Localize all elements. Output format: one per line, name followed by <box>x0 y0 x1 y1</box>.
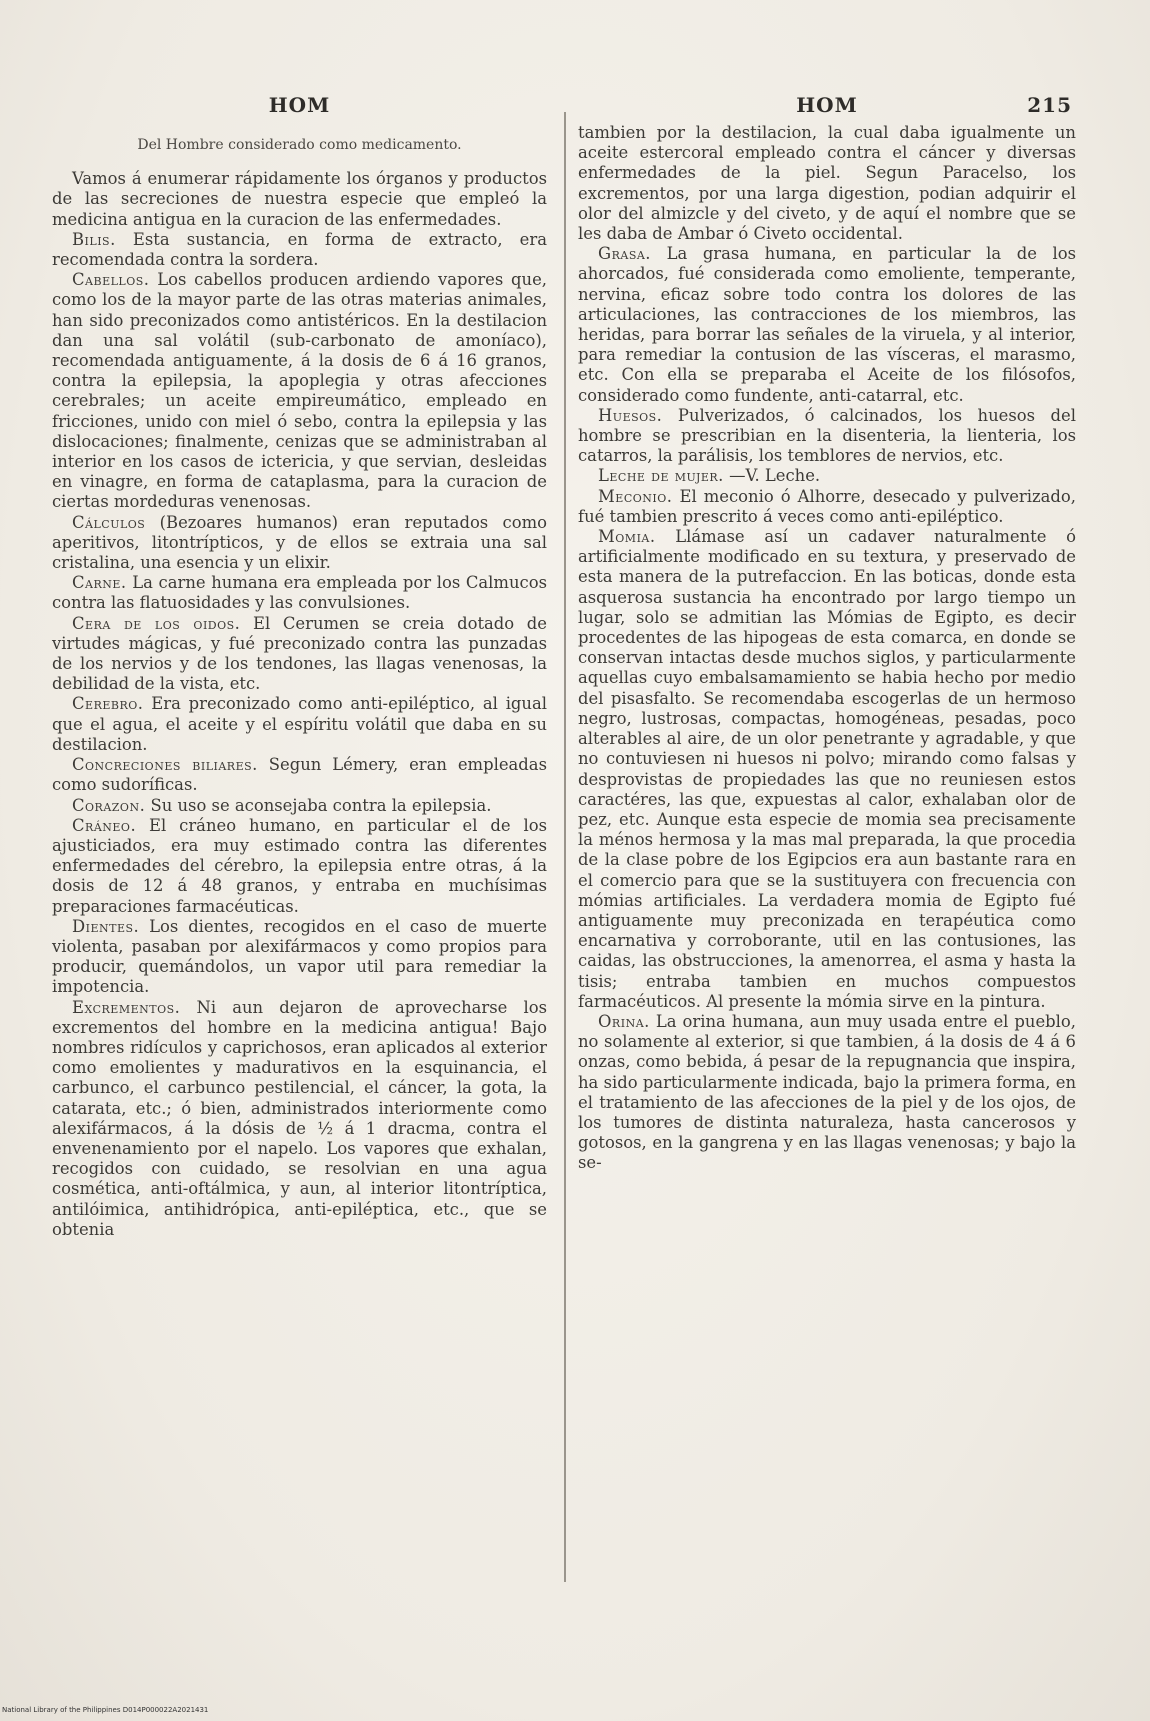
continuation-paragraph: tambien por la destilacion, la cual daba igualmente un aceite estercoral empleado contra el cáncer y diversas enfermedades de la piel. Segun Paracelso, los excrementos, por una larga digestion, podian adquirir el olor del almizcle y del civeto, y de aquí el nombre que se les daba de Ambar ó Civeto occidental. <box>578 123 1076 244</box>
library-footer: National Library of the Philippines D014P000022A2021431 <box>2 1706 209 1714</box>
entry-paragraph <box>52 917 547 998</box>
entry-term: Concreciones biliares. <box>72 755 258 775</box>
column-divider <box>564 112 566 1582</box>
entry-text: Esta sustancia, en forma de extracto, era recomendada contra la sordera. <box>52 229 547 270</box>
page-number: 215 <box>1027 93 1072 117</box>
entry-term: Leche de mujer. <box>598 466 724 486</box>
entry-paragraph <box>52 270 547 512</box>
entry-text: Llámase así un cadaver naturalmente ó artificialmente modificado en su textura, y preservado de esta manera de la putrefaccion. En las boticas, donde esta asquerosa sustancia ha encontrado por largo tiempo un lugar, solo se admitian las Mómias de Egipto, es decir procedentes de las hipogeas de esta comarca, en donde se conservan intactas desde muchos siglos, y particularmente aquellas cuyo embalsamamiento se habia hecho por medio del pisasfalto. Se recomendaba escogerlas de un hermoso negro, lustrosas, compactas, homogéneas, pesadas, poco alterables al aire, de un olor penetrante y agradable, y que no contuviesen ni huesos ni polvo; mirando como falsas y desprovistas de propiedades las que no reuniesen estos caractéres, las que, expuestas al calor, exhalaban olor de pez, etc. Aunque esta especie de momia sea precisamente la ménos hermosa y la mas mal preparada, la que procedia de la clase pobre de los Egipcios era aun bastante rara en el comercio para que se la sustituyera con frecuencia con mómias artificiales. La verdadera momia de Egipto fué antiguamente muy preconizada en terapéutica como encarnativa y corroborante, util en las contusiones, las caidas, las obstrucciones, la amenorrea, el asma y hasta la tisis; entraba tambien en muchos compuestos farmacéuticos. Al presente la mómia sirve en la pintura. <box>578 527 1076 1011</box>
entry-text: —V. Leche. <box>723 466 821 486</box>
entry-paragraph <box>52 998 547 1240</box>
entry-paragraph <box>578 487 1076 527</box>
entry-text: (Bezoares humanos) eran reputados como aperitivos, litontrípticos, y de ellos se extraia una sal cristalina, una esencia y un elixir. <box>52 512 547 573</box>
entry-text: Ni aun dejaron de aprovecharse los excrementos del hombre en la medicina antigua! Bajo nombres ridículos y caprichosos, eran aplicados al exterior como emolientes y madurativos en la esquinancia, el carbunco, el carbunco pestilencial, el cáncer, la gota, la catarata, etc.; ó bien, administrados interiormente como alexifármacos, á la dósis de ½ á 1 dracma, contra el envenenamiento por el napelo. Los vapores que exhalan, recogidos con cuidado, se resolvian en una agua cosmética, anti-oftálmica, y aun, al interior litontríptica, antilóimica, antihidrópica, anti-epiléptica, etc., que se obtenia <box>52 997 547 1239</box>
entry-text: El cráneo humano, en particular el de los ajusticiados, era muy estimado contra las diferentes enfermedades del cérebro, la epilepsia entre otras, á la dosis de 12 á 48 granos, y entraba en muchísimas preparaciones farmacéuticas. <box>52 815 547 916</box>
entry-term: Corazon. <box>72 795 146 815</box>
right-running-head <box>578 95 1076 123</box>
entry-term: Cera de los oidos. <box>72 613 241 633</box>
entry-text: El Cerumen se creia dotado de virtudes mágicas, y fué preconizado contra las punzadas de los nervios y de los tendones, las llagas venenosas, la debilidad de la vista, etc. <box>52 613 547 694</box>
entry-term: Cerebro. <box>72 694 144 714</box>
entry-paragraph <box>578 406 1076 467</box>
entry-text: El meconio ó Alhorre, desecado y pulverizado, fué tambien prescrito á veces como anti-epiléptico. <box>578 486 1076 526</box>
entry-text: Era preconizado como anti-epiléptico, al igual que el agua, el aceite y el espíritu volátil que daba en su destilacion. <box>52 694 547 754</box>
entry-text: Los cabellos producen ardiendo vapores que, como los de la mayor parte de las otras materias animales, han sido preconizados como antistéricos. En la destilacion dan una sal volátil (sub-carbonato de amoníaco), recomendada antiguamente, á la dosis de 6 á 16 granos, contra la epilepsia, la apoplegia y otras afecciones cerebrales; un aceite empireumático, empleado en fricciones, unido con miel ó sebo, contra la epilepsia y las dislocaciones; finalmente, cenizas que se administraban al interior en los casos de ictericia, y que servian, desleidas en vinagre, en forma de cataplasma, para la curacion de ciertas mordeduras venenosas. <box>52 270 547 512</box>
entry-term: Carne. <box>72 573 127 593</box>
entry-paragraph <box>578 466 1076 486</box>
entry-paragraph <box>52 230 547 270</box>
entry-term: Orina. <box>598 1011 650 1031</box>
entry-paragraph <box>578 527 1076 1012</box>
entry-paragraph <box>52 694 547 755</box>
entry-term: Meconio. <box>598 486 673 506</box>
entry-term: Cabellos. <box>72 270 150 290</box>
entry-text: Los dientes, recogidos en el caso de muerte violenta, pasaban por alexifármacos y como propios para producir, quemándolos, un vapor util para remediar la impotencia. <box>52 916 547 997</box>
entry-paragraph <box>52 513 547 574</box>
right-entries <box>578 244 1076 1173</box>
entry-paragraph <box>52 614 547 695</box>
entry-term: Excrementos. <box>72 997 181 1017</box>
section-subtitle: Del Hombre considerado como medicamento. <box>137 137 462 153</box>
entry-term: Dientes. <box>72 916 140 936</box>
entry-paragraph <box>52 796 547 816</box>
entry-term: Cráneo. <box>72 815 137 835</box>
entry-paragraph <box>52 573 547 613</box>
entry-text: La orina humana, aun muy usada entre el pueblo, no solamente al exterior, si que tambien, á la dosis de 4 á 6 onzas, como bebida, á pesar de la repugnancia que inspira, ha sido particularmente indicada, bajo la primera forma, en el tratamiento de las afecciones de la piel y de los ojos, de los tumores de distinta naturaleza, hasta cancerosos y gotosos, en la gangrena y en las llagas venenosas; y bajo la se- <box>578 1011 1076 1173</box>
right-column <box>578 95 1076 1174</box>
left-entries <box>52 230 547 1240</box>
entry-term: Bilis. <box>72 229 116 249</box>
entry-term: Cálculos <box>72 512 146 532</box>
entry-paragraph <box>578 244 1076 406</box>
intro-paragraph: Vamos á enumerar rápidamente los órganos y productos de las secreciones de nuestra especie que empleó la medicina antigua en la curacion de las enfermedades. <box>52 169 547 229</box>
entry-term: Momia. <box>598 527 656 547</box>
entry-term: Grasa. <box>598 244 652 264</box>
left-running-head-word: HOM <box>268 93 331 117</box>
entry-paragraph <box>578 1012 1076 1174</box>
entry-text: Segun Lémery, eran empleadas como sudoríficas. <box>52 755 547 795</box>
entry-term: Huesos. <box>598 405 663 425</box>
entry-paragraph <box>52 816 547 917</box>
left-column <box>52 95 547 1240</box>
entry-paragraph <box>52 755 547 795</box>
entry-text: Pulverizados, ó calcinados, los huesos del hombre se prescribian en la disenteria, la lienteria, los catarros, la parálisis, los temblores de nervios, etc. <box>578 405 1076 466</box>
right-running-head-word: HOM <box>796 93 858 117</box>
left-running-head <box>52 95 547 123</box>
entry-text: La carne humana era empleada por los Calmucos contra las flatuosidades y las convulsiones. <box>52 573 547 613</box>
entry-text: Su uso se aconsejaba contra la epilepsia. <box>145 795 492 815</box>
entry-text: La grasa humana, en particular la de los ahorcados, fué considerada como emoliente, temperante, nervina, eficaz sobre todo contra los dolores de las articulaciones, las contracciones de los miembros, las heridas, para borrar las señales de la viruela, y al interior, para remediar la contusion de las vísceras, el marasmo, etc. Con ella se preparaba el Aceite de los filósofos, considerado como fundente, anti-catarral, etc. <box>578 244 1076 405</box>
